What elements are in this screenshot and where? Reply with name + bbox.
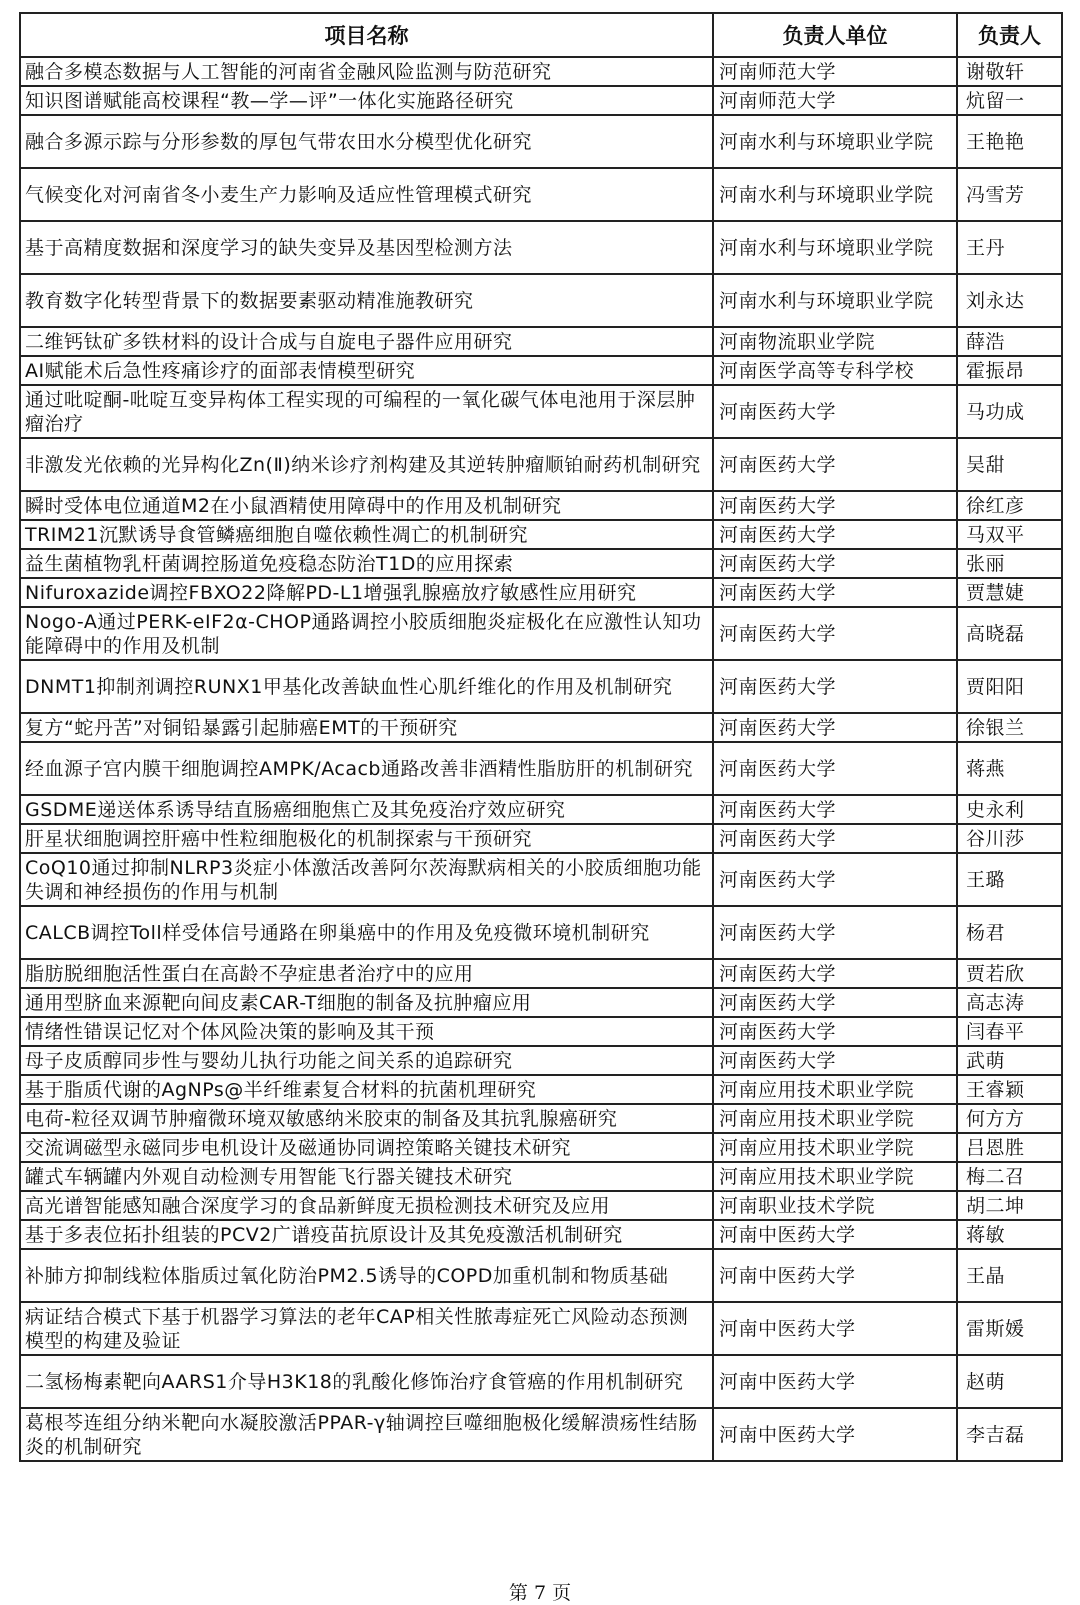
- header-unit: 负责人单位: [713, 13, 957, 57]
- table-row: [20, 1249, 1062, 1302]
- table-row: [20, 1046, 1062, 1075]
- project-name-cell: 补肺方抑制线粒体脂质过氧化防治PM2.5诱导的COPD加重机制和物质基础: [20, 1249, 713, 1302]
- unit-cell: 河南应用技术职业学院: [713, 1075, 957, 1104]
- person-cell: 赵萌: [957, 1355, 1062, 1408]
- table-row: [20, 742, 1062, 795]
- project-name-cell: 气候变化对河南省冬小麦生产力影响及适应性管理模式研究: [20, 168, 713, 221]
- unit-cell: 河南师范大学: [713, 57, 957, 86]
- project-name-cell: 情绪性错误记忆对个体风险决策的影响及其干预: [20, 1017, 713, 1046]
- person-cell: 贾慧婕: [957, 578, 1062, 607]
- person-cell: 何方方: [957, 1104, 1062, 1133]
- unit-cell: 河南应用技术职业学院: [713, 1162, 957, 1191]
- project-name-cell: 融合多模态数据与人工智能的河南省金融风险监测与防范研究: [20, 57, 713, 86]
- unit-cell: 河南中医药大学: [713, 1220, 957, 1249]
- table-row: [20, 713, 1062, 742]
- project-name-cell: Nogo-A通过PERK-eIF2α-CHOP通路调控小胶质细胞炎症极化在应激性认知功能障碍中的作用及机制: [20, 607, 713, 660]
- project-name-cell: Nifuroxazide调控FBXO22降解PD-L1增强乳腺癌放疗敏感性应用研究: [20, 578, 713, 607]
- table-header-row: [20, 13, 1062, 57]
- project-name-cell: 非激发光依赖的光异构化Zn(Ⅱ)纳米诊疗剂构建及其逆转肿瘤顺铂耐药机制研究: [20, 438, 713, 491]
- table-body: [20, 57, 1062, 1461]
- person-cell: 薛浩: [957, 327, 1062, 356]
- unit-cell: 河南水利与环境职业学院: [713, 115, 957, 168]
- project-name-cell: CoQ10通过抑制NLRP3炎症小体激活改善阿尔茨海默病相关的小胶质细胞功能失调和神经损伤的作用与机制: [20, 853, 713, 906]
- project-name-cell: 教育数字化转型背景下的数据要素驱动精准施教研究: [20, 274, 713, 327]
- unit-cell: 河南医药大学: [713, 853, 957, 906]
- person-cell: 吴甜: [957, 438, 1062, 491]
- project-name-cell: 瞬时受体电位通道M2在小鼠酒精使用障碍中的作用及机制研究: [20, 491, 713, 520]
- person-cell: 王璐: [957, 853, 1062, 906]
- project-name-cell: 二维钙钛矿多铁材料的设计合成与自旋电子器件应用研究: [20, 327, 713, 356]
- person-cell: 霍振昂: [957, 356, 1062, 385]
- unit-cell: 河南医药大学: [713, 1017, 957, 1046]
- person-cell: 王艳艳: [957, 115, 1062, 168]
- person-cell: 徐红彦: [957, 491, 1062, 520]
- unit-cell: 河南医药大学: [713, 660, 957, 713]
- project-name-cell: 通用型脐血来源靶向间皮素CAR-T细胞的制备及抗肿瘤应用: [20, 988, 713, 1017]
- person-cell: 吕恩胜: [957, 1133, 1062, 1162]
- unit-cell: 河南中医药大学: [713, 1408, 957, 1461]
- table-row: [20, 1355, 1062, 1408]
- table-row: [20, 824, 1062, 853]
- table-row: [20, 1017, 1062, 1046]
- unit-cell: 河南医药大学: [713, 549, 957, 578]
- unit-cell: 河南中医药大学: [713, 1249, 957, 1302]
- table-row: [20, 549, 1062, 578]
- project-name-cell: 高光谱智能感知融合深度学习的食品新鲜度无损检测技术研究及应用: [20, 1191, 713, 1220]
- project-table: [19, 12, 1063, 1462]
- table-row: [20, 853, 1062, 906]
- person-cell: 贾阳阳: [957, 660, 1062, 713]
- table-row: [20, 1220, 1062, 1249]
- unit-cell: 河南医药大学: [713, 988, 957, 1017]
- project-name-cell: 益生菌植物乳杆菌调控肠道免疫稳态防治T1D的应用探索: [20, 549, 713, 578]
- unit-cell: 河南水利与环境职业学院: [713, 168, 957, 221]
- project-name-cell: 知识图谱赋能高校课程“教—学—评”一体化实施路径研究: [20, 86, 713, 115]
- table-row: [20, 795, 1062, 824]
- table-row: [20, 660, 1062, 713]
- person-cell: 蒋燕: [957, 742, 1062, 795]
- project-name-cell: 基于多表位拓扑组装的PCV2广谱疫苗抗原设计及其免疫激活机制研究: [20, 1220, 713, 1249]
- table-row: [20, 327, 1062, 356]
- project-name-cell: 交流调磁型永磁同步电机设计及磁通协同调控策略关键技术研究: [20, 1133, 713, 1162]
- table-row: [20, 491, 1062, 520]
- table-row: [20, 1191, 1062, 1220]
- project-name-cell: AI赋能术后急性疼痛诊疗的面部表情模型研究: [20, 356, 713, 385]
- table-row: [20, 607, 1062, 660]
- unit-cell: 河南师范大学: [713, 86, 957, 115]
- person-cell: 谷川莎: [957, 824, 1062, 853]
- project-name-cell: 电荷-粒径双调节肿瘤微环境双敏感纳米胶束的制备及其抗乳腺癌研究: [20, 1104, 713, 1133]
- table-row: [20, 1302, 1062, 1355]
- unit-cell: 河南水利与环境职业学院: [713, 221, 957, 274]
- person-cell: 蒋敏: [957, 1220, 1062, 1249]
- table-row: [20, 906, 1062, 959]
- person-cell: 王睿颖: [957, 1075, 1062, 1104]
- unit-cell: 河南医药大学: [713, 959, 957, 988]
- table-row: [20, 115, 1062, 168]
- table-row: [20, 356, 1062, 385]
- project-name-cell: 复方“蛇丹苦”对铜铅暴露引起肺癌EMT的干预研究: [20, 713, 713, 742]
- unit-cell: 河南中医药大学: [713, 1355, 957, 1408]
- unit-cell: 河南医药大学: [713, 795, 957, 824]
- unit-cell: 河南中医药大学: [713, 1302, 957, 1355]
- person-cell: 高晓磊: [957, 607, 1062, 660]
- person-cell: 杨君: [957, 906, 1062, 959]
- unit-cell: 河南医学高等专科学校: [713, 356, 957, 385]
- unit-cell: 河南职业技术学院: [713, 1191, 957, 1220]
- person-cell: 刘永达: [957, 274, 1062, 327]
- table-row: [20, 1075, 1062, 1104]
- table-row: [20, 988, 1062, 1017]
- unit-cell: 河南水利与环境职业学院: [713, 274, 957, 327]
- project-name-cell: 病证结合模式下基于机器学习算法的老年CAP相关性脓毒症死亡风险动态预测模型的构建及验证: [20, 1302, 713, 1355]
- person-cell: 马双平: [957, 520, 1062, 549]
- unit-cell: 河南医药大学: [713, 385, 957, 438]
- unit-cell: 河南应用技术职业学院: [713, 1104, 957, 1133]
- project-name-cell: 母子皮质醇同步性与婴幼儿执行功能之间关系的追踪研究: [20, 1046, 713, 1075]
- table-row: [20, 1408, 1062, 1461]
- project-name-cell: 脂肪脱细胞活性蛋白在高龄不孕症患者治疗中的应用: [20, 959, 713, 988]
- person-cell: 张丽: [957, 549, 1062, 578]
- table-row: [20, 86, 1062, 115]
- person-cell: 武萌: [957, 1046, 1062, 1075]
- unit-cell: 河南医药大学: [713, 520, 957, 549]
- person-cell: 炕留一: [957, 86, 1062, 115]
- project-name-cell: CALCB调控Toll样受体信号通路在卵巢癌中的作用及免疫微环境机制研究: [20, 906, 713, 959]
- project-name-cell: 基于脂质代谢的AgNPs@半纤维素复合材料的抗菌机理研究: [20, 1075, 713, 1104]
- unit-cell: 河南物流职业学院: [713, 327, 957, 356]
- unit-cell: 河南医药大学: [713, 607, 957, 660]
- project-name-cell: 经血源子宫内膜干细胞调控AMPK/Acacb通路改善非酒精性脂肪肝的机制研究: [20, 742, 713, 795]
- project-name-cell: DNMT1抑制剂调控RUNX1甲基化改善缺血性心肌纤维化的作用及机制研究: [20, 660, 713, 713]
- table-row: [20, 520, 1062, 549]
- table-row: [20, 385, 1062, 438]
- unit-cell: 河南医药大学: [713, 438, 957, 491]
- person-cell: 谢敬轩: [957, 57, 1062, 86]
- project-name-cell: 罐式车辆罐内外观自动检测专用智能飞行器关键技术研究: [20, 1162, 713, 1191]
- person-cell: 冯雪芳: [957, 168, 1062, 221]
- table-row: [20, 1104, 1062, 1133]
- project-name-cell: 肝星状细胞调控肝癌中性粒细胞极化的机制探索与干预研究: [20, 824, 713, 853]
- page-number: 第 7 页: [508, 1582, 572, 1604]
- project-name-cell: 融合多源示踪与分形参数的厚包气带农田水分模型优化研究: [20, 115, 713, 168]
- table-row: [20, 578, 1062, 607]
- table-row: [20, 438, 1062, 491]
- person-cell: 马功成: [957, 385, 1062, 438]
- table-row: [20, 168, 1062, 221]
- person-cell: 王丹: [957, 221, 1062, 274]
- project-name-cell: TRIM21沉默诱导食管鳞癌细胞自噬依赖性凋亡的机制研究: [20, 520, 713, 549]
- person-cell: 贾若欣: [957, 959, 1062, 988]
- project-name-cell: GSDME递送体系诱导结直肠癌细胞焦亡及其免疫治疗效应研究: [20, 795, 713, 824]
- person-cell: 徐银兰: [957, 713, 1062, 742]
- person-cell: 雷斯媛: [957, 1302, 1062, 1355]
- person-cell: 高志涛: [957, 988, 1062, 1017]
- unit-cell: 河南医药大学: [713, 578, 957, 607]
- unit-cell: 河南医药大学: [713, 713, 957, 742]
- table-row: [20, 274, 1062, 327]
- header-project-name: 项目名称: [20, 13, 713, 57]
- unit-cell: 河南医药大学: [713, 742, 957, 795]
- project-name-cell: 二氢杨梅素靶向AARS1介导H3K18的乳酸化修饰治疗食管癌的作用机制研究: [20, 1355, 713, 1408]
- table-row: [20, 1162, 1062, 1191]
- person-cell: 梅二召: [957, 1162, 1062, 1191]
- unit-cell: 河南医药大学: [713, 1046, 957, 1075]
- table-row: [20, 1133, 1062, 1162]
- table-row: [20, 221, 1062, 274]
- person-cell: 胡二坤: [957, 1191, 1062, 1220]
- person-cell: 闫春平: [957, 1017, 1062, 1046]
- unit-cell: 河南应用技术职业学院: [713, 1133, 957, 1162]
- table-row: [20, 57, 1062, 86]
- unit-cell: 河南医药大学: [713, 824, 957, 853]
- project-name-cell: 葛根芩连组分纳米靶向水凝胶激活PPAR-γ轴调控巨噬细胞极化缓解溃疡性结肠炎的机制研究: [20, 1408, 713, 1461]
- project-name-cell: 通过吡啶酮-吡啶互变异构体工程实现的可编程的一氧化碳气体电池用于深层肿瘤治疗: [20, 385, 713, 438]
- project-name-cell: 基于高精度数据和深度学习的缺失变异及基因型检测方法: [20, 221, 713, 274]
- unit-cell: 河南医药大学: [713, 906, 957, 959]
- header-person: 负责人: [957, 13, 1062, 57]
- person-cell: 李吉磊: [957, 1408, 1062, 1461]
- person-cell: 王晶: [957, 1249, 1062, 1302]
- table-row: [20, 959, 1062, 988]
- person-cell: 史永利: [957, 795, 1062, 824]
- unit-cell: 河南医药大学: [713, 491, 957, 520]
